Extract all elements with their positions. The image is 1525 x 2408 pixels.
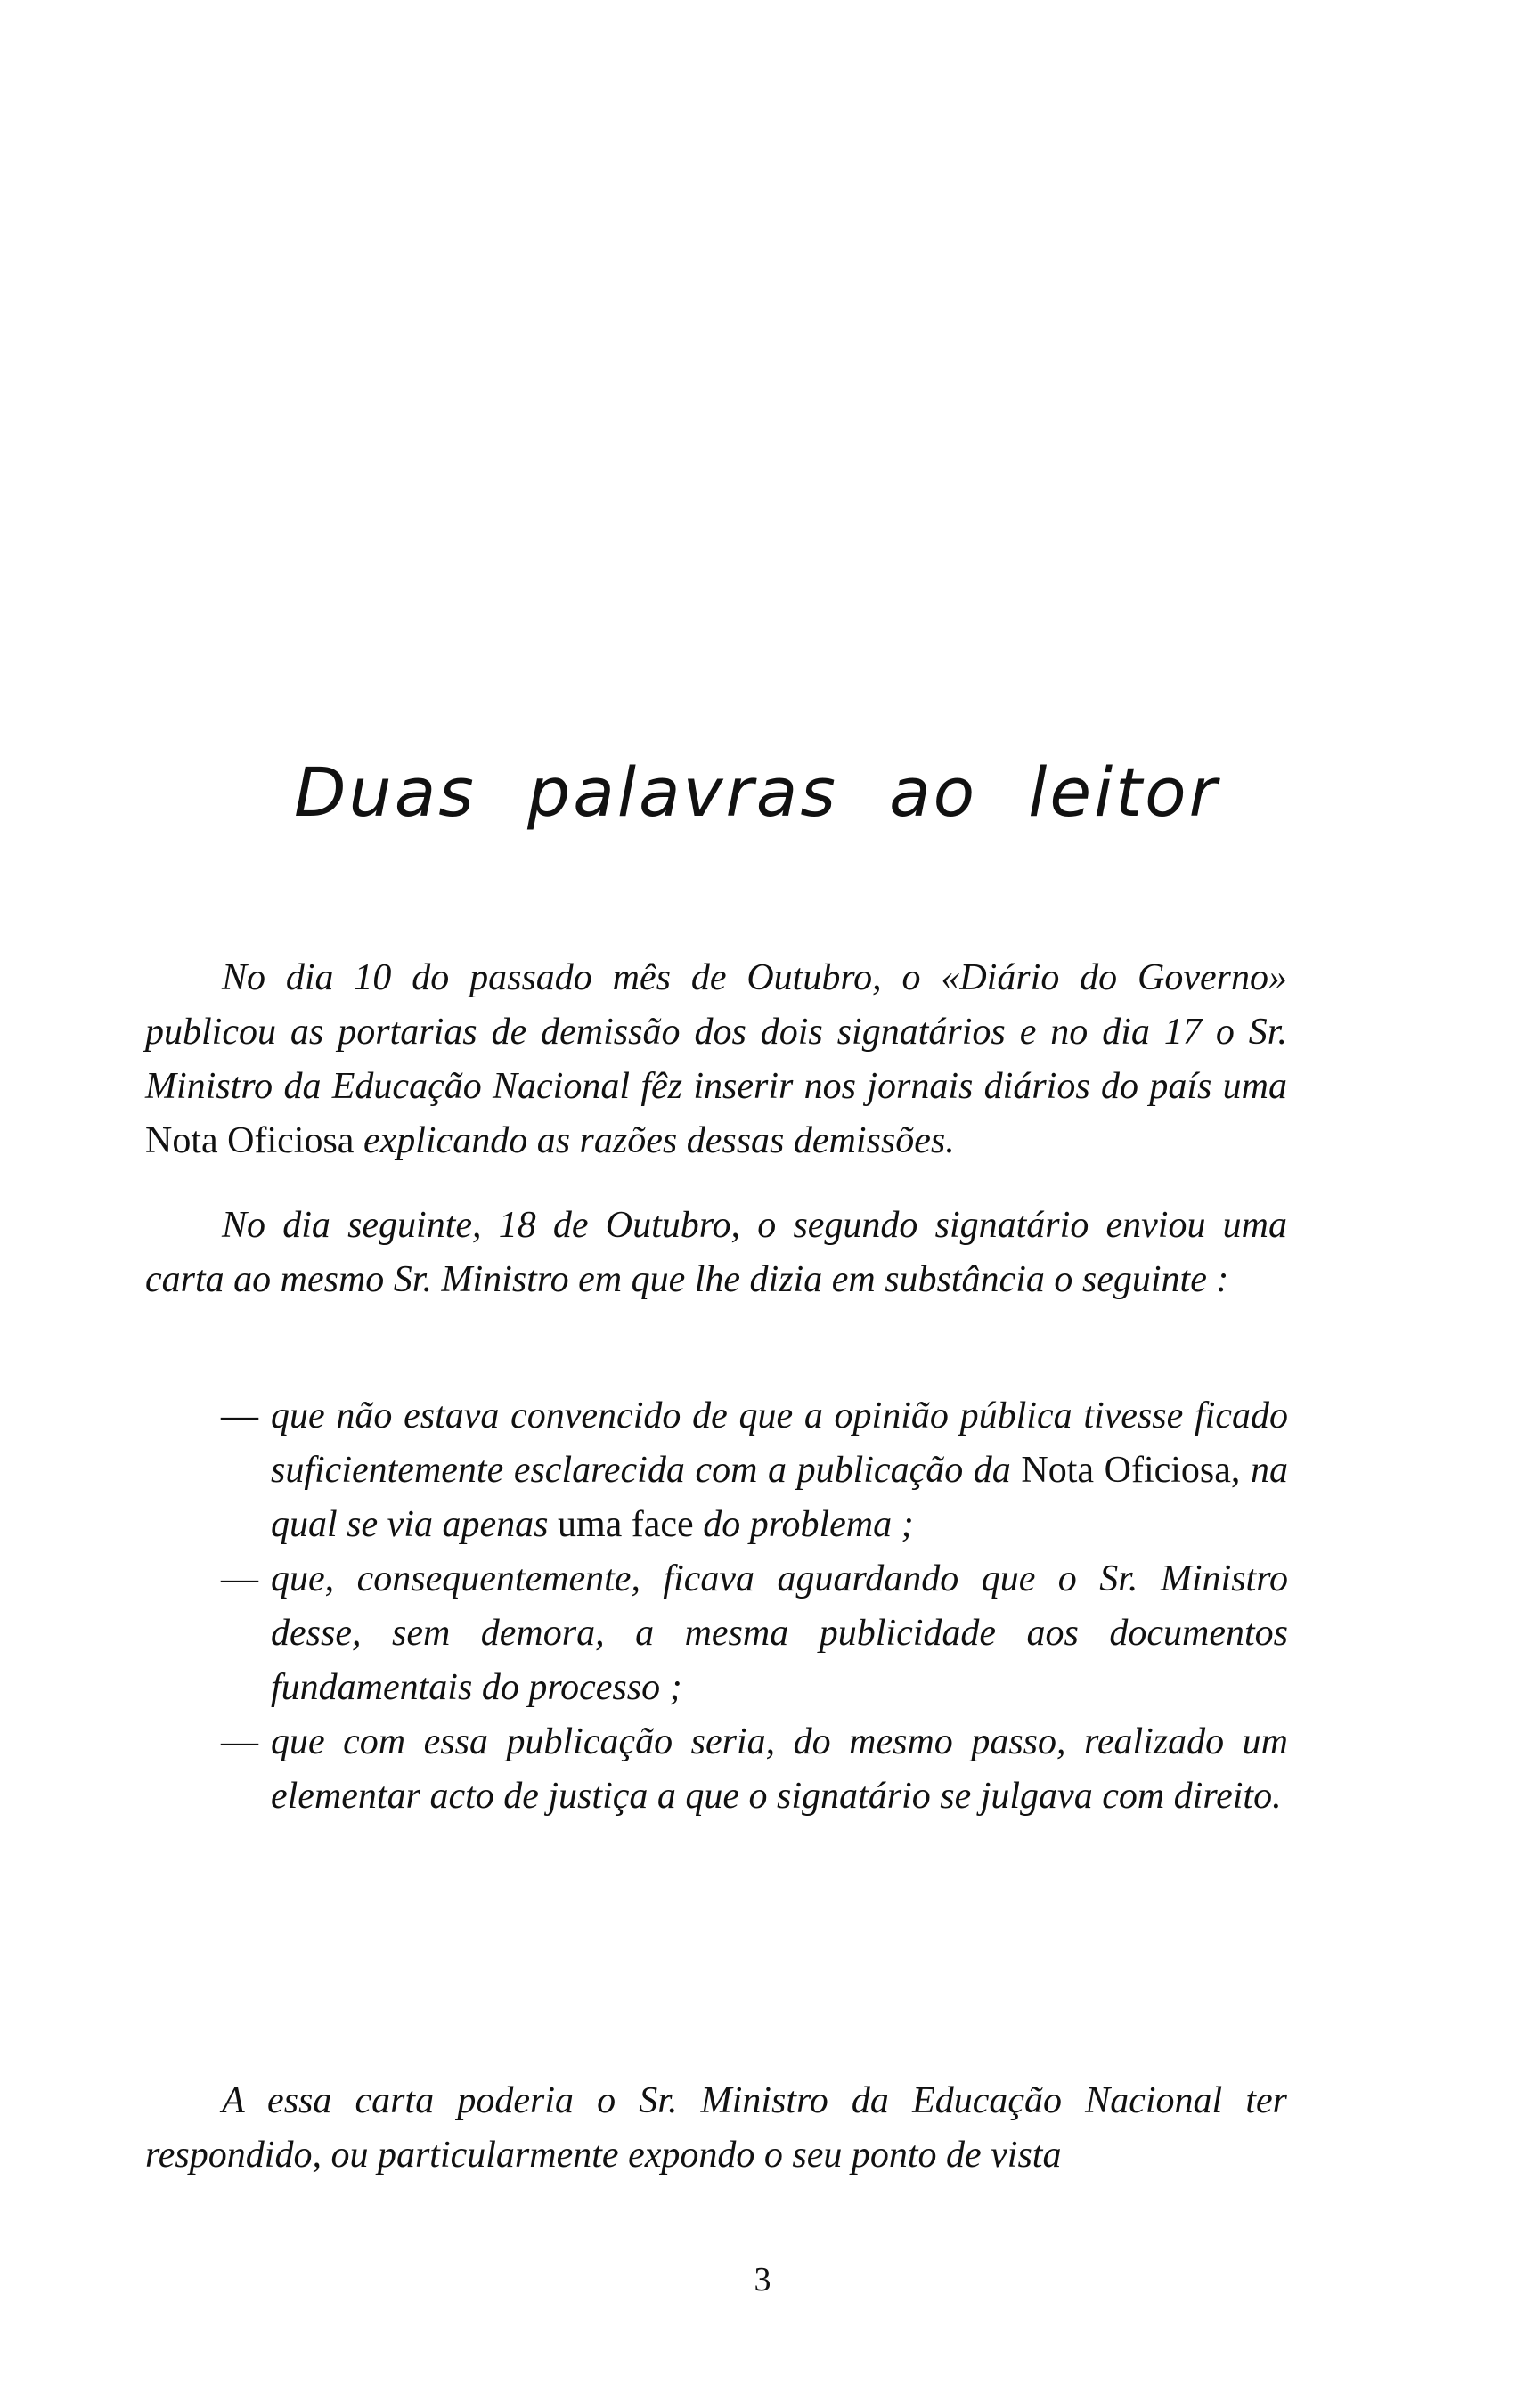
- paragraph-1: [145, 951, 1287, 1168]
- list-item-1-text-c: do problema ;: [693, 1504, 914, 1545]
- list-item-1-text-a: que não estava convencido de que a opinião pública tivesse ficado suficientemente esclarecida com a publicação da: [271, 1395, 1288, 1491]
- page-title: Duas palavras ao leitor: [294, 752, 1219, 832]
- request-list: [221, 1389, 1288, 1824]
- list-item: [221, 1715, 1288, 1824]
- list-item-3-text: que com essa publicação seria, do mesmo passo, realizado um elementar acto de justiça a que o signatário se julgava com direito.: [271, 1721, 1288, 1817]
- list-item-1-nota-oficiosa: Nota Oficiosa,: [1021, 1450, 1241, 1491]
- paragraph-3: A essa carta poderia o Sr. Ministro da Educação Nacional ter respondido, ou particularmente expondo o seu ponto de vista: [145, 2080, 1287, 2176]
- paragraph-1-text-a: No dia 10 do passado mês de Outubro, o «Diário do Governo» publicou as portarias de demissão dos dois signatários e no dia 17 o Sr. Ministro da Educação Nacional fêz inserir nos jornais diários do país uma: [145, 957, 1287, 1107]
- list-item-1-text-b: na qual se via apenas: [271, 1450, 1288, 1545]
- list-dash: —: [221, 1395, 258, 1436]
- list-item-1-uma-face: uma face: [557, 1504, 694, 1545]
- list-dash: —: [221, 1721, 258, 1762]
- paragraph-2: No dia seguinte, 18 de Outubro, o segundo signatário enviou uma carta ao mesmo Sr. Ministro em que lhe dizia em substância o seguinte :: [145, 1205, 1287, 1300]
- list-item-2-text: que, consequentemente, ficava aguardando que o Sr. Ministro desse, sem demora, a mesma publicidade aos documentos fundamentais do processo ;: [271, 1558, 1288, 1708]
- paragraph-1-text-b: explicando as razões dessas demissões.: [354, 1120, 955, 1161]
- list-item: [221, 1552, 1288, 1715]
- paragraph-1-nota-oficiosa: Nota Oficiosa: [145, 1120, 355, 1161]
- list-dash: —: [221, 1558, 258, 1599]
- page-number: 3: [754, 2261, 771, 2298]
- list-item: [221, 1389, 1288, 1552]
